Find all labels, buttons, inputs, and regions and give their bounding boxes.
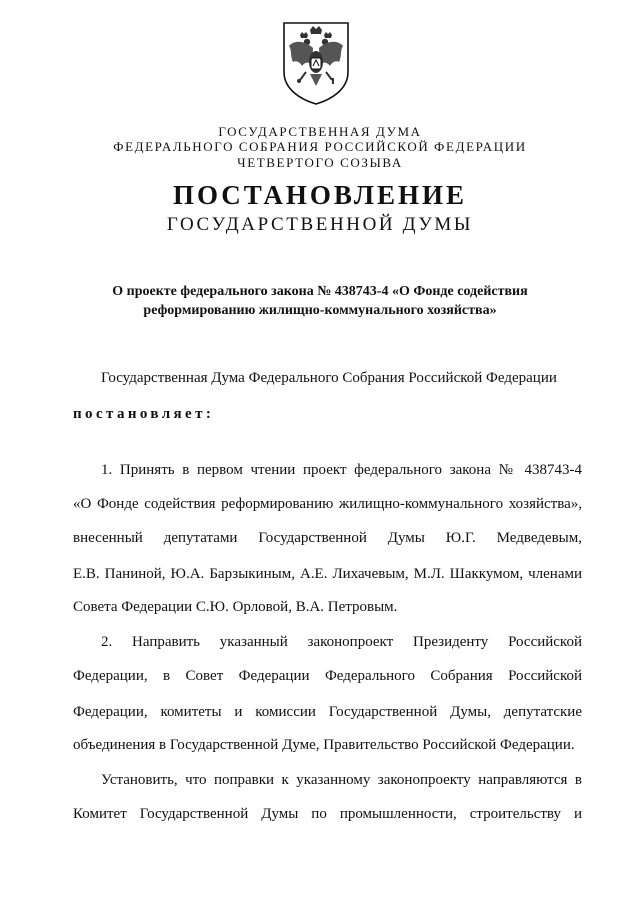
paragraph-1-line: Е.В. Паниной, Ю.А. Барзыкиным, А.Е. Лихачевым, М.Л. Шаккумом, членами: [73, 566, 582, 582]
preamble-line: Государственная Дума Федерального Собрания Российской Федерации: [101, 370, 557, 386]
paragraph-1-line: Совета Федерации С.Ю. Орловой, В.А. Петровым.: [73, 599, 398, 615]
paragraph-2-line: Федерации, комитеты и комиссии Государственной Думы, депутатские: [73, 704, 582, 720]
paragraph-2-line: Федерации, в Совет Федерации Федерального Собрания Российской: [73, 668, 582, 684]
subject-line-1: О проекте федерального закона № 438743-4 «О Фонде содействия: [112, 284, 528, 299]
coat-of-arms-icon: [280, 20, 352, 106]
subject-line-2: реформированию жилищно-коммунального хозяйства»: [143, 303, 497, 318]
org-line-3: ЧЕТВЕРТОГО СОЗЫВА: [237, 155, 403, 170]
org-line-1: ГОСУДАРСТВЕННАЯ ДУМА: [218, 124, 422, 139]
resolves-line: постановляет:: [73, 406, 215, 422]
paragraph-2-line: 2. Направить указанный законопроект Президенту Российской: [101, 634, 582, 650]
paragraph-1-line: внесенный депутатами Государственной Думы Ю.Г. Медведевым,: [73, 530, 582, 546]
paragraph-1-line: 1. Принять в первом чтении проект федерального закона № 438743-4: [101, 462, 582, 478]
paragraph-3-line: Установить, что поправки к указанному законопроекту направляются в: [101, 772, 582, 788]
document-subtitle: ГОСУДАРСТВЕННОЙ ДУМЫ: [166, 214, 474, 235]
org-line-2: ФЕДЕРАЛЬНОГО СОБРАНИЯ РОССИЙСКОЙ ФЕДЕРАЦИИ: [113, 139, 527, 154]
paragraph-3-line: Комитет Государственной Думы по промышленности, строительству и: [73, 806, 582, 822]
paragraph-2-line: объединения в Государственной Думе, Правительство Российской Федерации.: [73, 737, 575, 753]
document-title: ПОСТАНОВЛЕНИЕ: [172, 180, 468, 210]
paragraph-1-line: «О Фонде содействия реформированию жилищно-коммунального хозяйства»,: [73, 496, 582, 512]
